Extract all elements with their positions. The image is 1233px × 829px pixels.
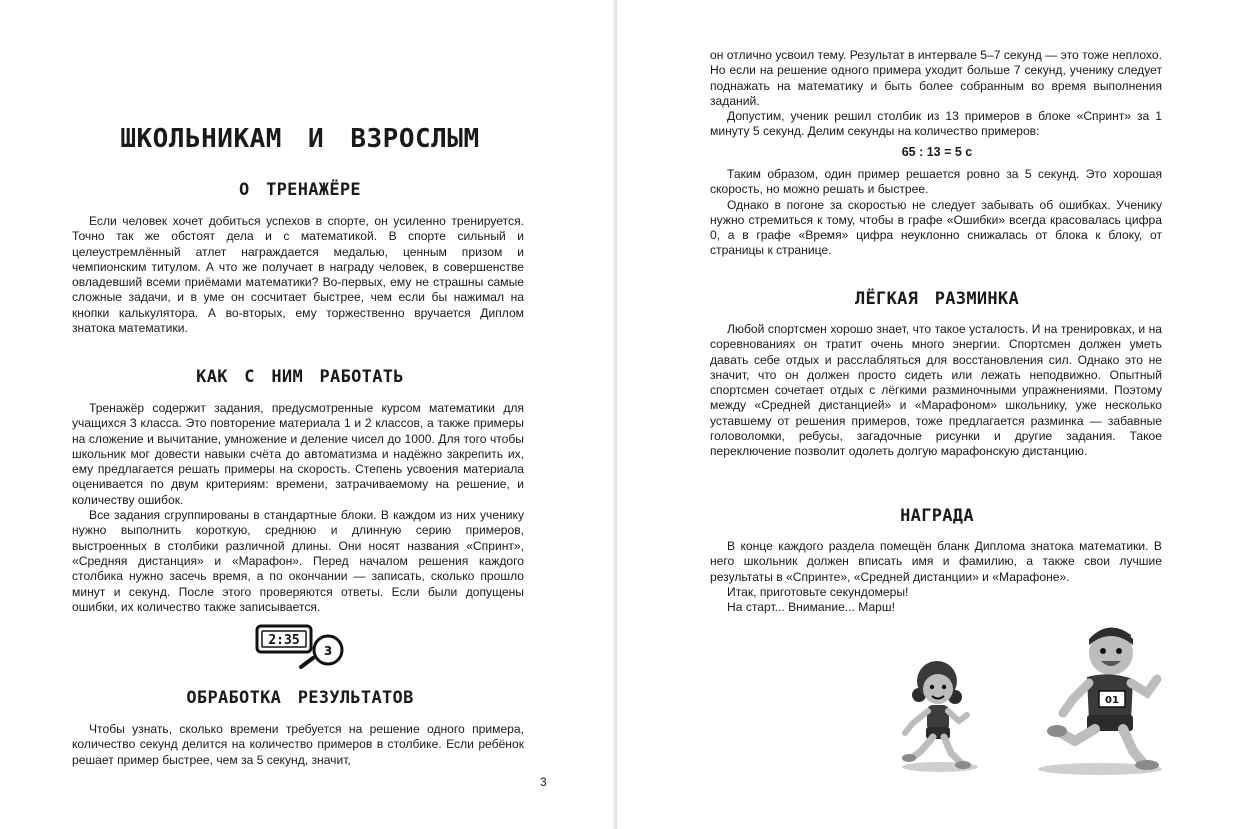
- boy-runner-icon: [1047, 627, 1159, 770]
- paragraph: Если человек хочет добиться успехов в спорте, он усиленно тренируется. Точно так же обстоят дела и с математикой. В спорте сильный и целеустремлённый атлет награждается медалью, ценным призом и чемпионским титулом. А что же получает в награду человек, в совершенстве овладевший всеми приёмами математики? Во-первых, ему не страшны самые сложные задачи, и в уме он сосчитает быстрее, чем если бы нажимал на кнопки калькулятора. А во-вторых, ему торжественно вручается Диплом знатока математики.: [72, 214, 524, 336]
- running-kids-illustration: [895, 617, 1165, 777]
- page-number: 3: [540, 775, 547, 789]
- paragraph: В конце каждого раздела помещён бланк Диплома знатока математики. В него школьник должен вписать имя и фамилию, а также свои лучшие результаты в «Спринте», «Средней дистанции» и «Марафоне».: [710, 539, 1162, 584]
- section-results-conclusion: [710, 167, 1162, 259]
- page-title: ШКОЛЬНИКАМ И ВЗРОСЛЫМ: [120, 124, 480, 154]
- section-results: [72, 722, 524, 768]
- paragraph: На старт... Внимание... Марш!: [727, 600, 895, 615]
- bib-number: 01: [1105, 695, 1119, 706]
- heading-warmup: ЛЁГКАЯ РАЗМИНКА: [854, 289, 1020, 309]
- magnifier-handle: [301, 658, 313, 667]
- paragraph: Тренажёр содержит задания, предусмотренные курсом математики для учащихся 3 класса. Это повторение материала 1 и 2 классов, а также примеры на сложение и вычитание, умножение и деление чисел до 1000. Для того чтобы школьник мог довести навыки счёта до автоматизма и надёжно закрепить их, ему предлагается решать примеры на скорость. Степень усвоения материала оценивается по двум критериям: времени, затрачиваемому на решение, и количеству ошибок.: [72, 401, 524, 507]
- girl-runner-icon: [902, 661, 971, 769]
- section-results-continued: [710, 48, 1162, 140]
- clock-display: 2:35: [268, 633, 300, 648]
- paragraph: Чтобы узнать, сколько времени требуется на решение одного примера, количество секунд делится на количество примеров в столбике. Если ребёнок решает пример быстрее, чем за 5 секунд, значит,: [72, 722, 524, 767]
- paragraph: Итак, приготовьте секундомеры!: [727, 584, 909, 599]
- magnifier-digit: 3: [323, 644, 333, 658]
- heading-award: НАГРАДА: [900, 506, 974, 526]
- paragraph: Любой спортсмен хорошо знает, что такое усталость. И на тренировках, и на соревнованиях он тратит очень много энергии. Спортсмен должен уметь давать себе отдых и расслабляться для восстановления сил. Однако это не значит, что он должен просто сидеть или лежать неподвижно. Опытный спортсмен сочетает отдых с лёгкими разминочными упражнениями. Поэтому между «Средней дистанцией» и «Марафоном» школьнику, уже несколько уставшему от решения примеров, тоже предлагается разминка — забавные головоломки, ребусы, загадочные рисунки и другие задания. Такое переключение позволит одолеть долгую марафонскую дистанцию.: [710, 322, 1162, 459]
- heading-results: ОБРАБОТКА РЕЗУЛЬТАТОВ: [186, 688, 414, 708]
- paragraph: Допустим, ученик решил столбик из 13 примеров в блоке «Спринт» за 1 минуту 5 секунд. Делим секунды на количество примеров:: [710, 109, 1162, 139]
- paragraph: Однако в погоне за скоростью не следует забывать об ошибках. Ученику нужно стремиться к тому, чтобы в графе «Ошибки» всегда красовалась цифра 0, а в графе «Время» цифра неуклонно снижалась от блока к блоку, от страницы к странице.: [710, 197, 1162, 258]
- paragraph: Таким образом, один пример решается ровно за 5 секунд. Это хорошая скорость, но можно решать и быстрее.: [710, 167, 1162, 197]
- heading-how-to-use: КАК С НИМ РАБОТАТЬ: [196, 367, 404, 387]
- section-warmup: [710, 322, 1162, 460]
- left-page: [0, 0, 616, 829]
- section-about: [72, 214, 524, 336]
- paragraph: он отлично усвоил тему. Результат в интервале 5–7 секунд — это тоже неплохо. Но если на решение одного примера уходит больше 7 секунд, ученику следует поднажать на математику и быть более собранным во время выполнения заданий.: [710, 48, 1162, 108]
- clock-icon: [255, 623, 347, 671]
- section-award: [710, 539, 1162, 615]
- formula: 65 : 13 = 5 с: [901, 145, 973, 159]
- paragraph: Все задания сгруппированы в стандартные блоки. В каждом из них ученику нужно выполнить короткую, среднюю и длинную серию примеров, выстроенных в столбики различной длины. Они носят названия «Спринт», «Средняя дистанция» и «Марафон». Перед началом решения каждого столбика нужно засечь время, а по окончании — записать, сколько прошло минут и секунд. После этого проверяются ответы. Если были допущены ошибки, их количество также записывается.: [72, 508, 524, 614]
- heading-about: О ТРЕНАЖЁРЕ: [239, 180, 361, 200]
- section-how-to-use: [72, 401, 524, 615]
